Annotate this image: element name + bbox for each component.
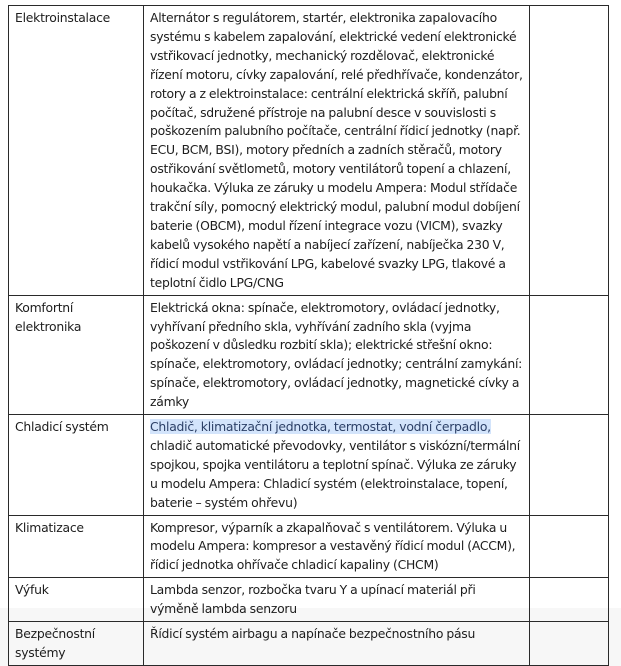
description-cell: Elektrická okna: spínače, elektromotory, ovládací jednotky, vyhřívaní předního skla, vyhřívání zadního skla (vyjma poškození v důsledku rozbití skla); elektrické střešní okno: spínače, elektromotory, ovládací jednotky; centrální zamykání: spínače, elektromotory, ovládací jednotky, magnetické cívky a zámky <box>144 295 530 414</box>
description-cell: Lambda senzor, rozbočka tvaru Y a upínací materiál při výměně lambda senzoru <box>144 578 530 622</box>
table-row <box>9 415 609 516</box>
description-cell: Kompresor, výparník a zkapalňovač s ventilátorem. Výluka u modelu Ampera: kompresor a vestavěný řídicí modul (ACCM), řídicí jednotka ohřívače chladicí kapaliny (CHCM) <box>144 515 530 578</box>
description-cell: Alternátor s regulátorem, startér, elektronika zapalovacího systému s kabelem zapalování, elektrické vedení elektronické vstřikovací jednotky, mechanický rozdělovač, elektronické řízení motoru, cívky zapalování, relé předhřívače, kondenzátor, rotory a z elektroinstalace: centrální elektrická skříň, palubní počítač, sdružené přístroje na palubní desce v souvislosti s poškozením palubního počítače, centrální řídicí jednotky (např. ECU, BCM, BSI), motory předních a zadních stěračů, motory ostřikování světlometů, motory ventilátorů topení a chlazení, houkačka. Výluka ze záruky u modelu Ampera: Modul střídače trakční síly, pomocný elektrický modul, palubní modul dobíjení baterie (OBCM), modul řízení integrace vozu (VICM), svazky kabelů vysokého napětí a nabíjecí zařízení, nabíječka 230 V, řídicí modul vstřikování LPG, kabelové svazky LPG, tlakové a teplotní čidlo LPG/CNG <box>144 6 530 296</box>
table-row <box>9 578 609 622</box>
selected-text[interactable]: Chladič, klimatizační jednotka, termostat, vodní čerpadlo, <box>150 419 491 435</box>
table-row <box>9 295 609 414</box>
description-text: chladič automatické převodovky, ventilátor s viskózní/termální spojkou, spojka ventilátoru a teplotní spínač. Výluka ze záruky u modelu Ampera: Chladicí systém (elektroinstalace, topení, baterie – systém ohřevu) <box>150 437 520 510</box>
category-cell: Elektroinstalace <box>9 6 144 296</box>
coverage-table <box>8 5 609 666</box>
empty-cell <box>530 578 609 622</box>
empty-cell <box>530 515 609 578</box>
empty-cell <box>530 622 609 666</box>
empty-cell <box>530 415 609 516</box>
empty-cell <box>530 6 609 296</box>
table-row <box>9 515 609 578</box>
table-row <box>9 6 609 296</box>
category-cell: Komfortní elektronika <box>9 295 144 414</box>
table-row <box>9 622 609 666</box>
category-cell: Chladicí systém <box>9 415 144 516</box>
category-cell: Klimatizace <box>9 515 144 578</box>
description-cell: Řídicí systém airbagu a napínače bezpečnostního pásu <box>144 622 530 666</box>
empty-cell <box>530 295 609 414</box>
description-cell <box>144 415 530 516</box>
category-cell: Výfuk <box>9 578 144 622</box>
category-cell: Bezpečnostní systémy <box>9 622 144 666</box>
